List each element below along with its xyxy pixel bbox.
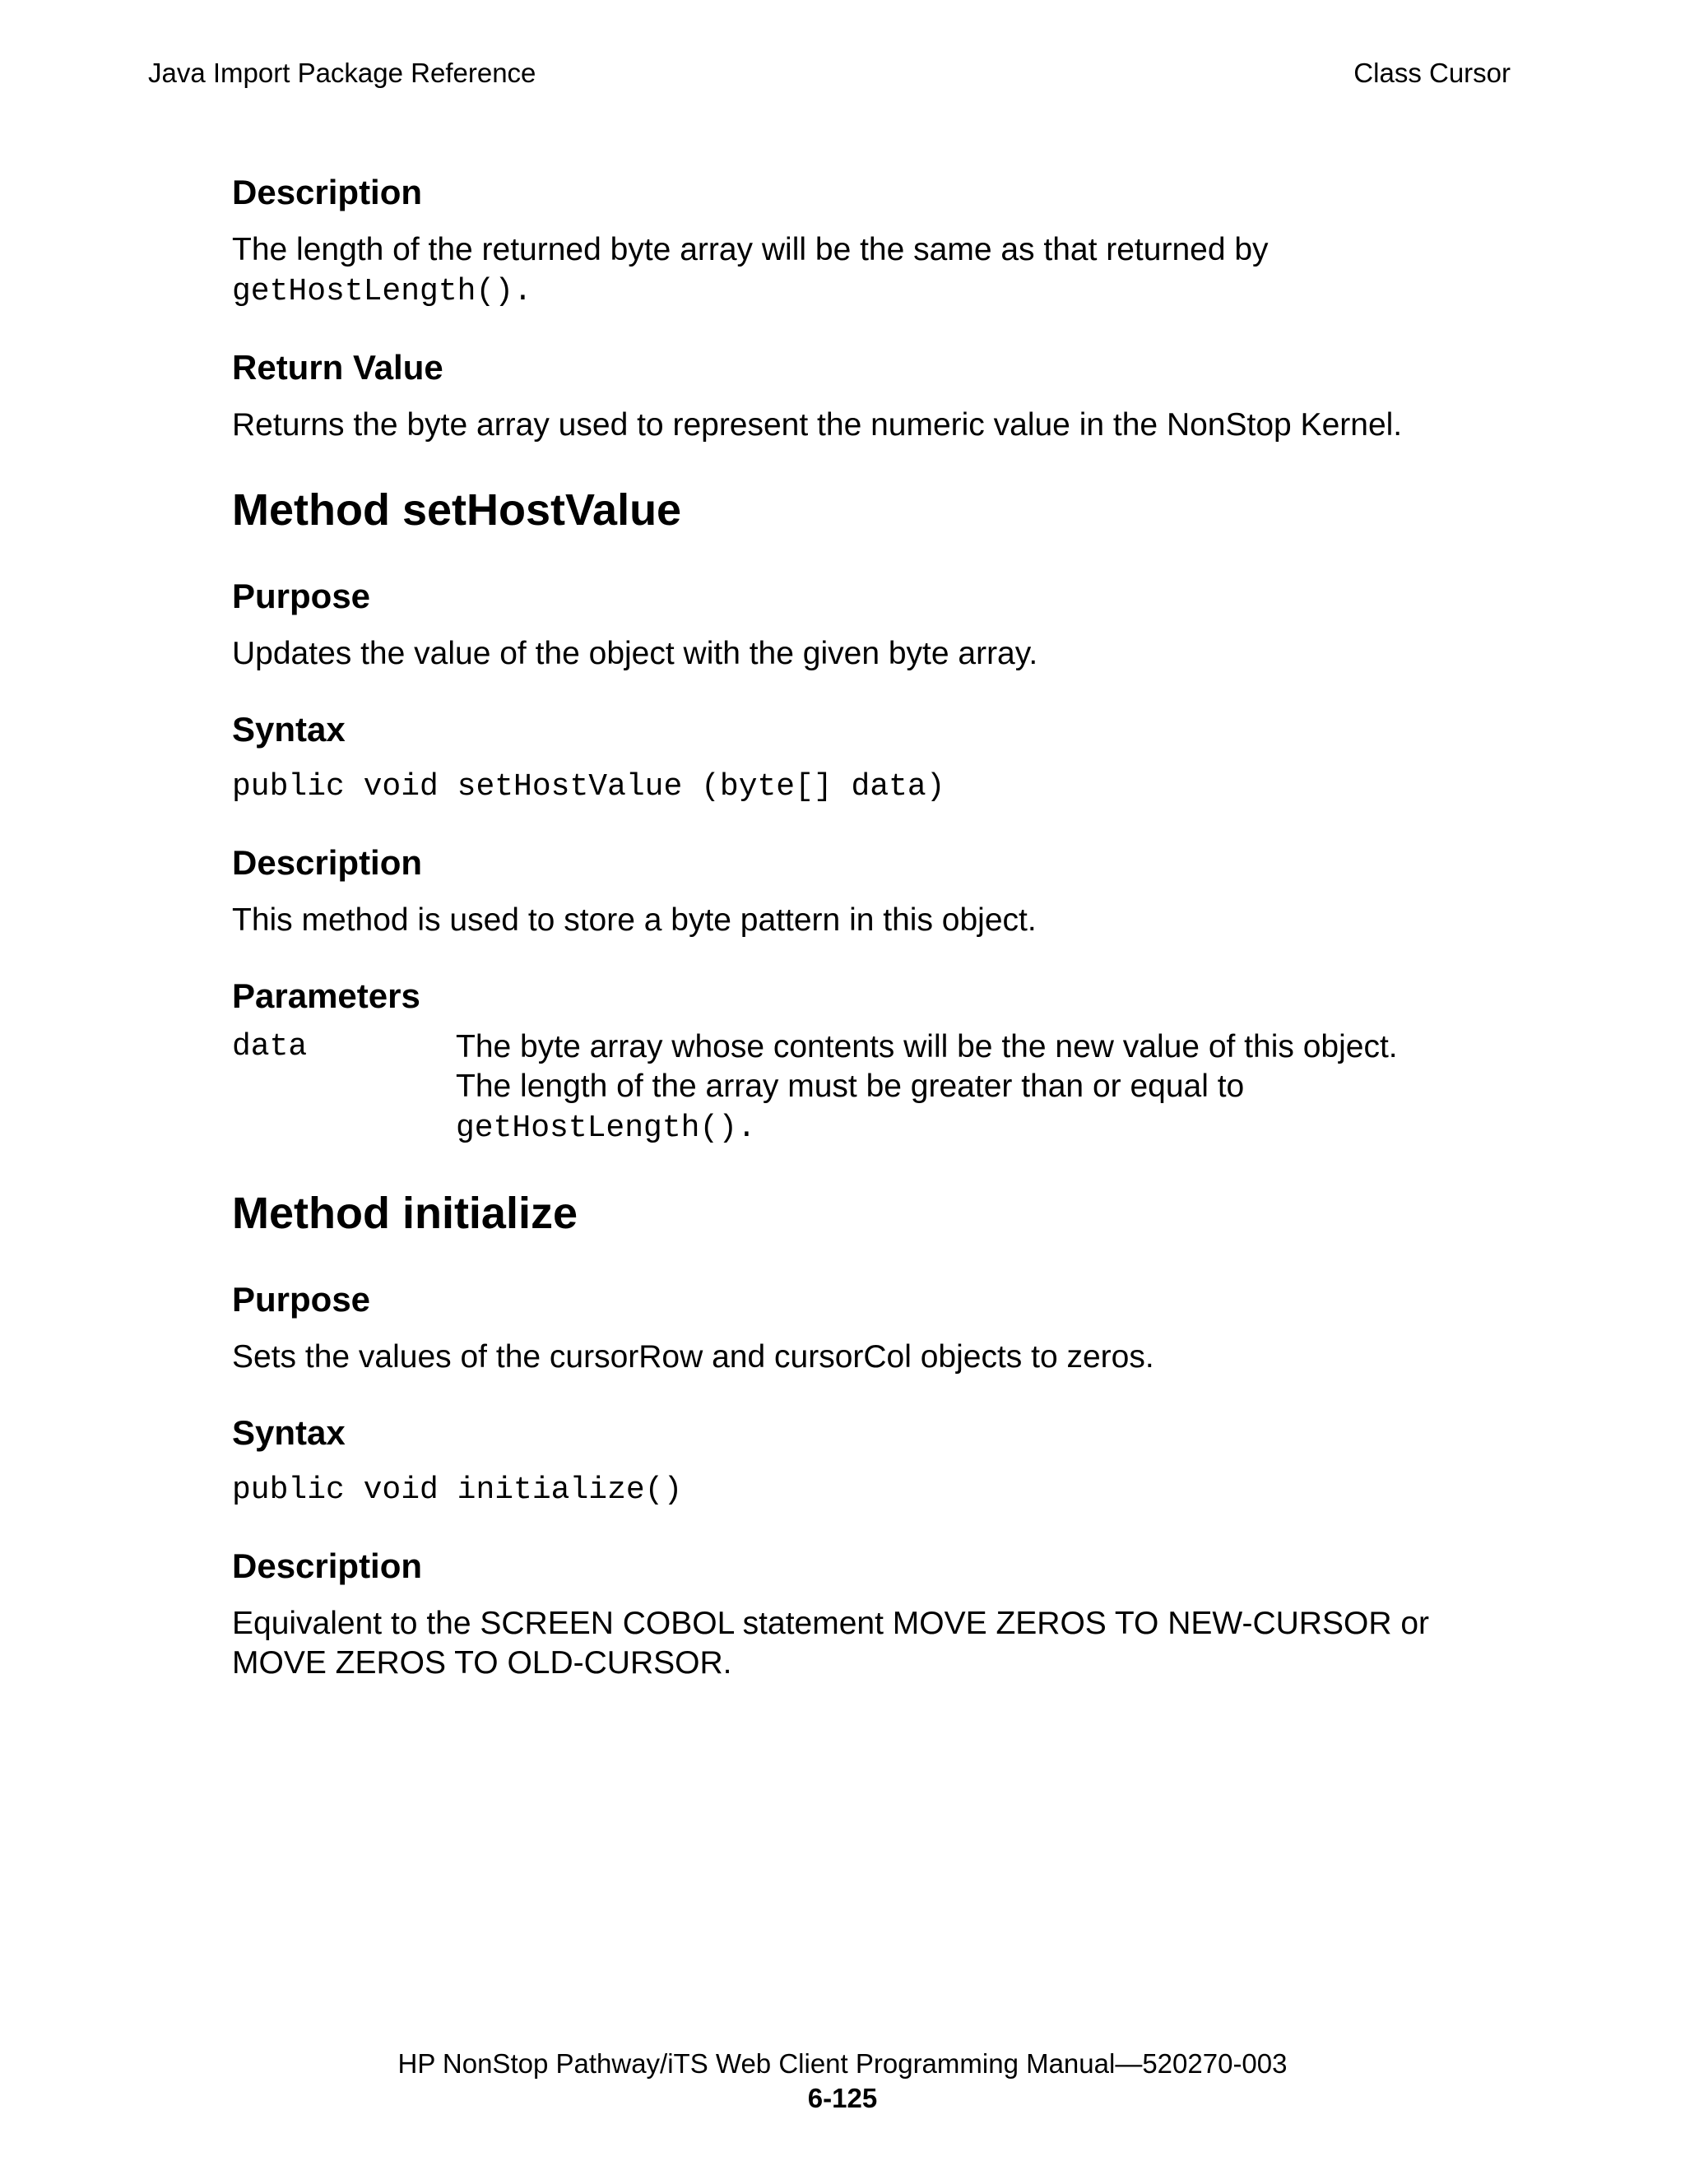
sethostvalue-purpose-heading: Purpose (232, 577, 371, 615)
parameters-table (232, 1027, 1516, 1148)
header-left-title: Java Import Package Reference (148, 58, 536, 88)
param-name-data: data (232, 1029, 308, 1064)
return-value-heading: Return Value (232, 348, 443, 387)
description-heading: Description (232, 173, 423, 211)
sethostvalue-syntax-heading: Syntax (232, 710, 346, 749)
param-desc-line1: The byte array whose contents will be the new value of this object. (456, 1029, 1398, 1064)
initialize-description-text: Equivalent to the SCREEN COBOL statement MOVE ZEROS TO NEW-CURSOR or MOVE ZEROS TO OLD-CURSOR. (232, 1606, 1429, 1681)
method-sethostvalue-title: Method setHostValue (232, 485, 682, 535)
footer-manual-title: HP NonStop Pathway/iTS Web Client Programming Manual—520270-003 (397, 2048, 1288, 2079)
initialize-purpose-heading: Purpose (232, 1280, 371, 1319)
initialize-purpose-text: Sets the values of the cursorRow and cursorCol objects to zeros. (232, 1339, 1154, 1375)
page-content (232, 168, 1516, 1683)
description-text (232, 230, 1516, 312)
description-text-body: The length of the returned byte array will be the same as that returned by (232, 232, 1269, 267)
sethostvalue-description-heading: Description (232, 843, 423, 882)
initialize-syntax-heading: Syntax (232, 1413, 346, 1452)
initialize-description-heading: Description (232, 1546, 423, 1585)
method-initialize-title: Method initialize (232, 1189, 578, 1238)
sethostvalue-parameters-heading: Parameters (232, 976, 420, 1015)
return-value-text: Returns the byte array used to represent the numeric value in the NonStop Kernel. (232, 407, 1403, 443)
footer-page-number: 6-125 (807, 2083, 878, 2113)
param-description (456, 1027, 1516, 1148)
sethostvalue-description-text: This method is used to store a byte pattern in this object. (232, 902, 1037, 938)
initialize-syntax-code: public void initialize() (232, 1472, 683, 1508)
running-header (148, 58, 1511, 94)
description-code: getHostLength(). (232, 274, 532, 309)
header-right-title: Class Cursor (1353, 58, 1511, 88)
param-desc-line2: The length of the array must be greater than or equal to (456, 1069, 1245, 1104)
page-footer (0, 2047, 1685, 2116)
sethostvalue-syntax-code: public void setHostValue (byte[] data) (232, 769, 945, 805)
sethostvalue-purpose-text: Updates the value of the object with the given byte array. (232, 636, 1038, 671)
param-desc-code: getHostLength(). (456, 1111, 756, 1146)
